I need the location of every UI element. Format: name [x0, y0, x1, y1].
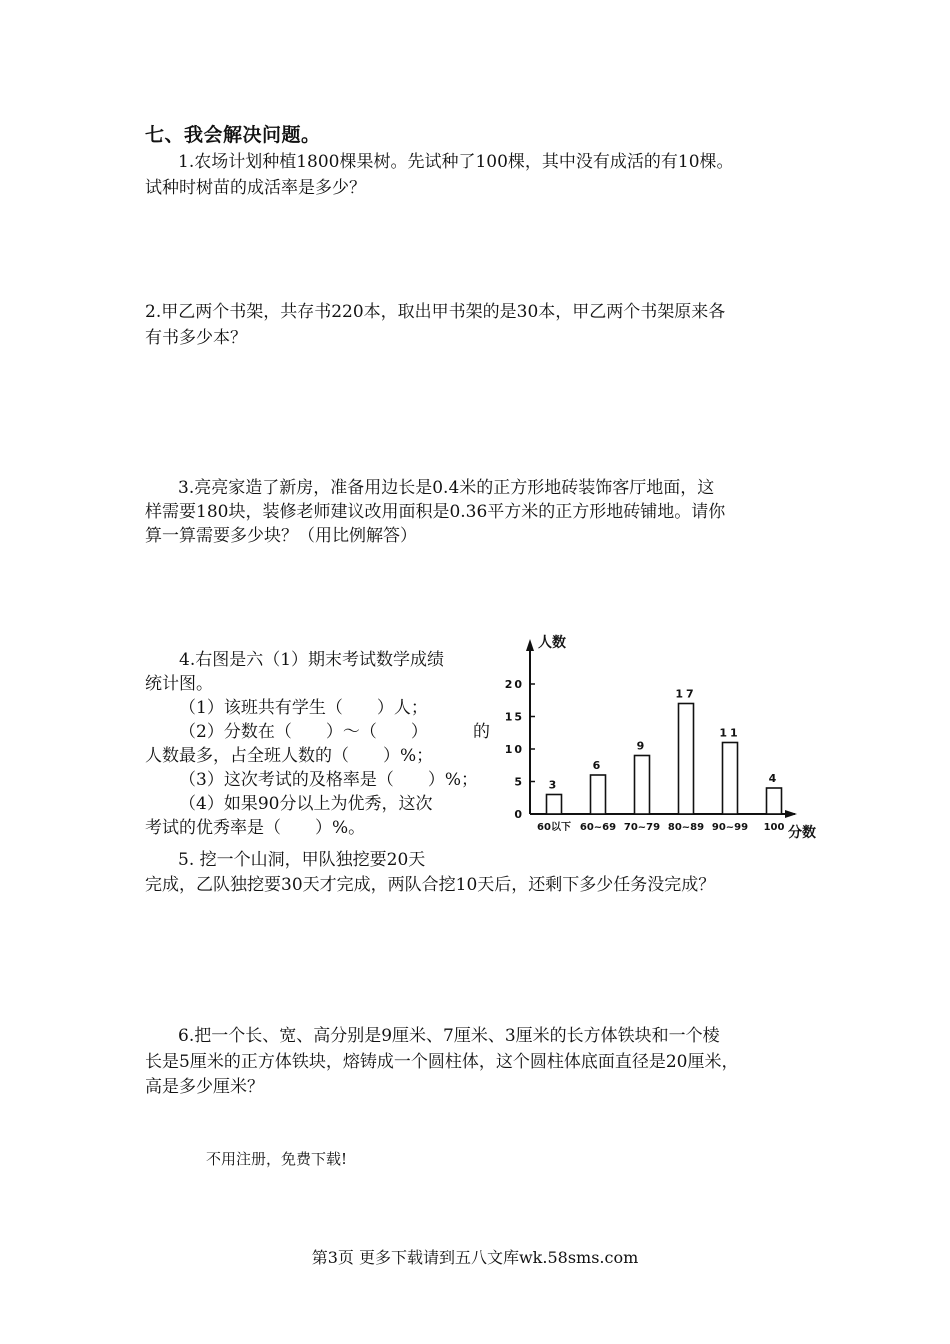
q1-line2: 试种时树苗的成活率是多少？ — [145, 178, 366, 198]
q4-sub2 — [145, 720, 490, 744]
q4-sub1: （1）该班共有学生（ ）人； — [179, 698, 428, 718]
q4-sub4-cont: 考试的优秀率是（ ）%。 — [145, 818, 366, 838]
y-axis-title: 人数 — [538, 635, 566, 651]
q6-line2: 长是5厘米的正方体铁块，熔铸成一个圆柱体，这个圆柱体底面直径是20厘米， — [145, 1052, 739, 1072]
x-tick-label: 60~69 — [579, 822, 617, 833]
x-tick-label: 90~99 — [711, 822, 749, 833]
bar-value-label: 9 — [636, 739, 648, 753]
y-tick-label: 15 — [504, 710, 524, 724]
bar — [767, 788, 782, 814]
bar-value-label: 11 — [719, 726, 741, 740]
bar-value-label: 6 — [592, 759, 604, 772]
bar-value-label: 17 — [675, 687, 697, 701]
q2-line2: 有书多少本？ — [145, 328, 247, 348]
q5-line2: 完成，乙队独挖要30天才完成，两队合挖10天后，还剩下多少任务没完成？ — [145, 875, 716, 895]
q4-sub2-cont: 人数最多，占全班人数的（ ）%； — [145, 746, 434, 766]
bar — [547, 795, 562, 815]
q1-line1: 1.农场计划种植1800棵果树。先试种了100棵，其中没有成活的有10棵。 — [178, 152, 734, 172]
q3-line2: 样需要180块，装修老师建议改用面积是0.36平方米的正方形地砖铺地。请你 — [145, 502, 726, 522]
x-tick-label: 80~89 — [667, 822, 705, 833]
x-tick-label: 100 — [763, 822, 785, 833]
bar — [723, 743, 738, 815]
q2-line1: 2.甲乙两个书架，共存书220本，取出甲书架的是30本，甲乙两个书架原来各 — [145, 302, 726, 322]
page-footer: 第3页 更多下载请到五八文库wk.58sms.com — [311, 1248, 639, 1267]
q4-line2: 统计图。 — [145, 674, 213, 694]
footer-note: 不用注册，免费下载! — [206, 1150, 348, 1168]
q4-line1: 4.右图是六（1）期末考试数学成绩 — [179, 650, 445, 670]
y-tick-label: 20 — [504, 678, 524, 691]
q4-sub2-tail: 的 — [473, 722, 490, 742]
x-tick-label: 60以下 — [537, 822, 571, 833]
grade-bar-chart — [500, 625, 830, 850]
y-tick-label: 0 — [514, 808, 524, 821]
bar — [679, 704, 694, 815]
q6-line3: 高是多少厘米？ — [145, 1077, 264, 1097]
x-axis-arrow — [785, 810, 797, 818]
bar — [591, 775, 606, 814]
y-axis-arrow — [526, 639, 534, 651]
q3-line1: 3.亮亮家造了新房，准备用边长是0.4米的正方形地砖装饰客厅地面，这 — [178, 478, 715, 498]
bar-value-label: 4 — [768, 772, 780, 785]
q4-sub4: （4）如果90分以上为优秀，这次 — [179, 794, 433, 814]
y-tick-label: 5 — [514, 775, 524, 789]
q4-sub2-text: （2）分数在（ ）～（ ） — [179, 722, 428, 742]
q6-line1: 6.把一个长、宽、高分别是9厘米、7厘米、3厘米的长方体铁块和一个棱 — [178, 1026, 720, 1046]
q4-sub3: （3）这次考试的及格率是（ ）%； — [179, 770, 478, 790]
y-tick-label: 10 — [504, 743, 524, 756]
x-tick-label: 70~79 — [623, 822, 661, 833]
section-title: 七、我会解决问题。 — [145, 124, 321, 146]
q3-line3: 算一算需要多少块？（用比例解答） — [145, 526, 417, 546]
bar-value-label: 3 — [548, 778, 560, 792]
bar — [635, 756, 650, 815]
q4-text-block — [145, 648, 490, 840]
q5-line1: 5. 挖一个山洞，甲队独挖要20天 — [178, 850, 426, 870]
x-axis-title: 分数 — [788, 825, 816, 841]
